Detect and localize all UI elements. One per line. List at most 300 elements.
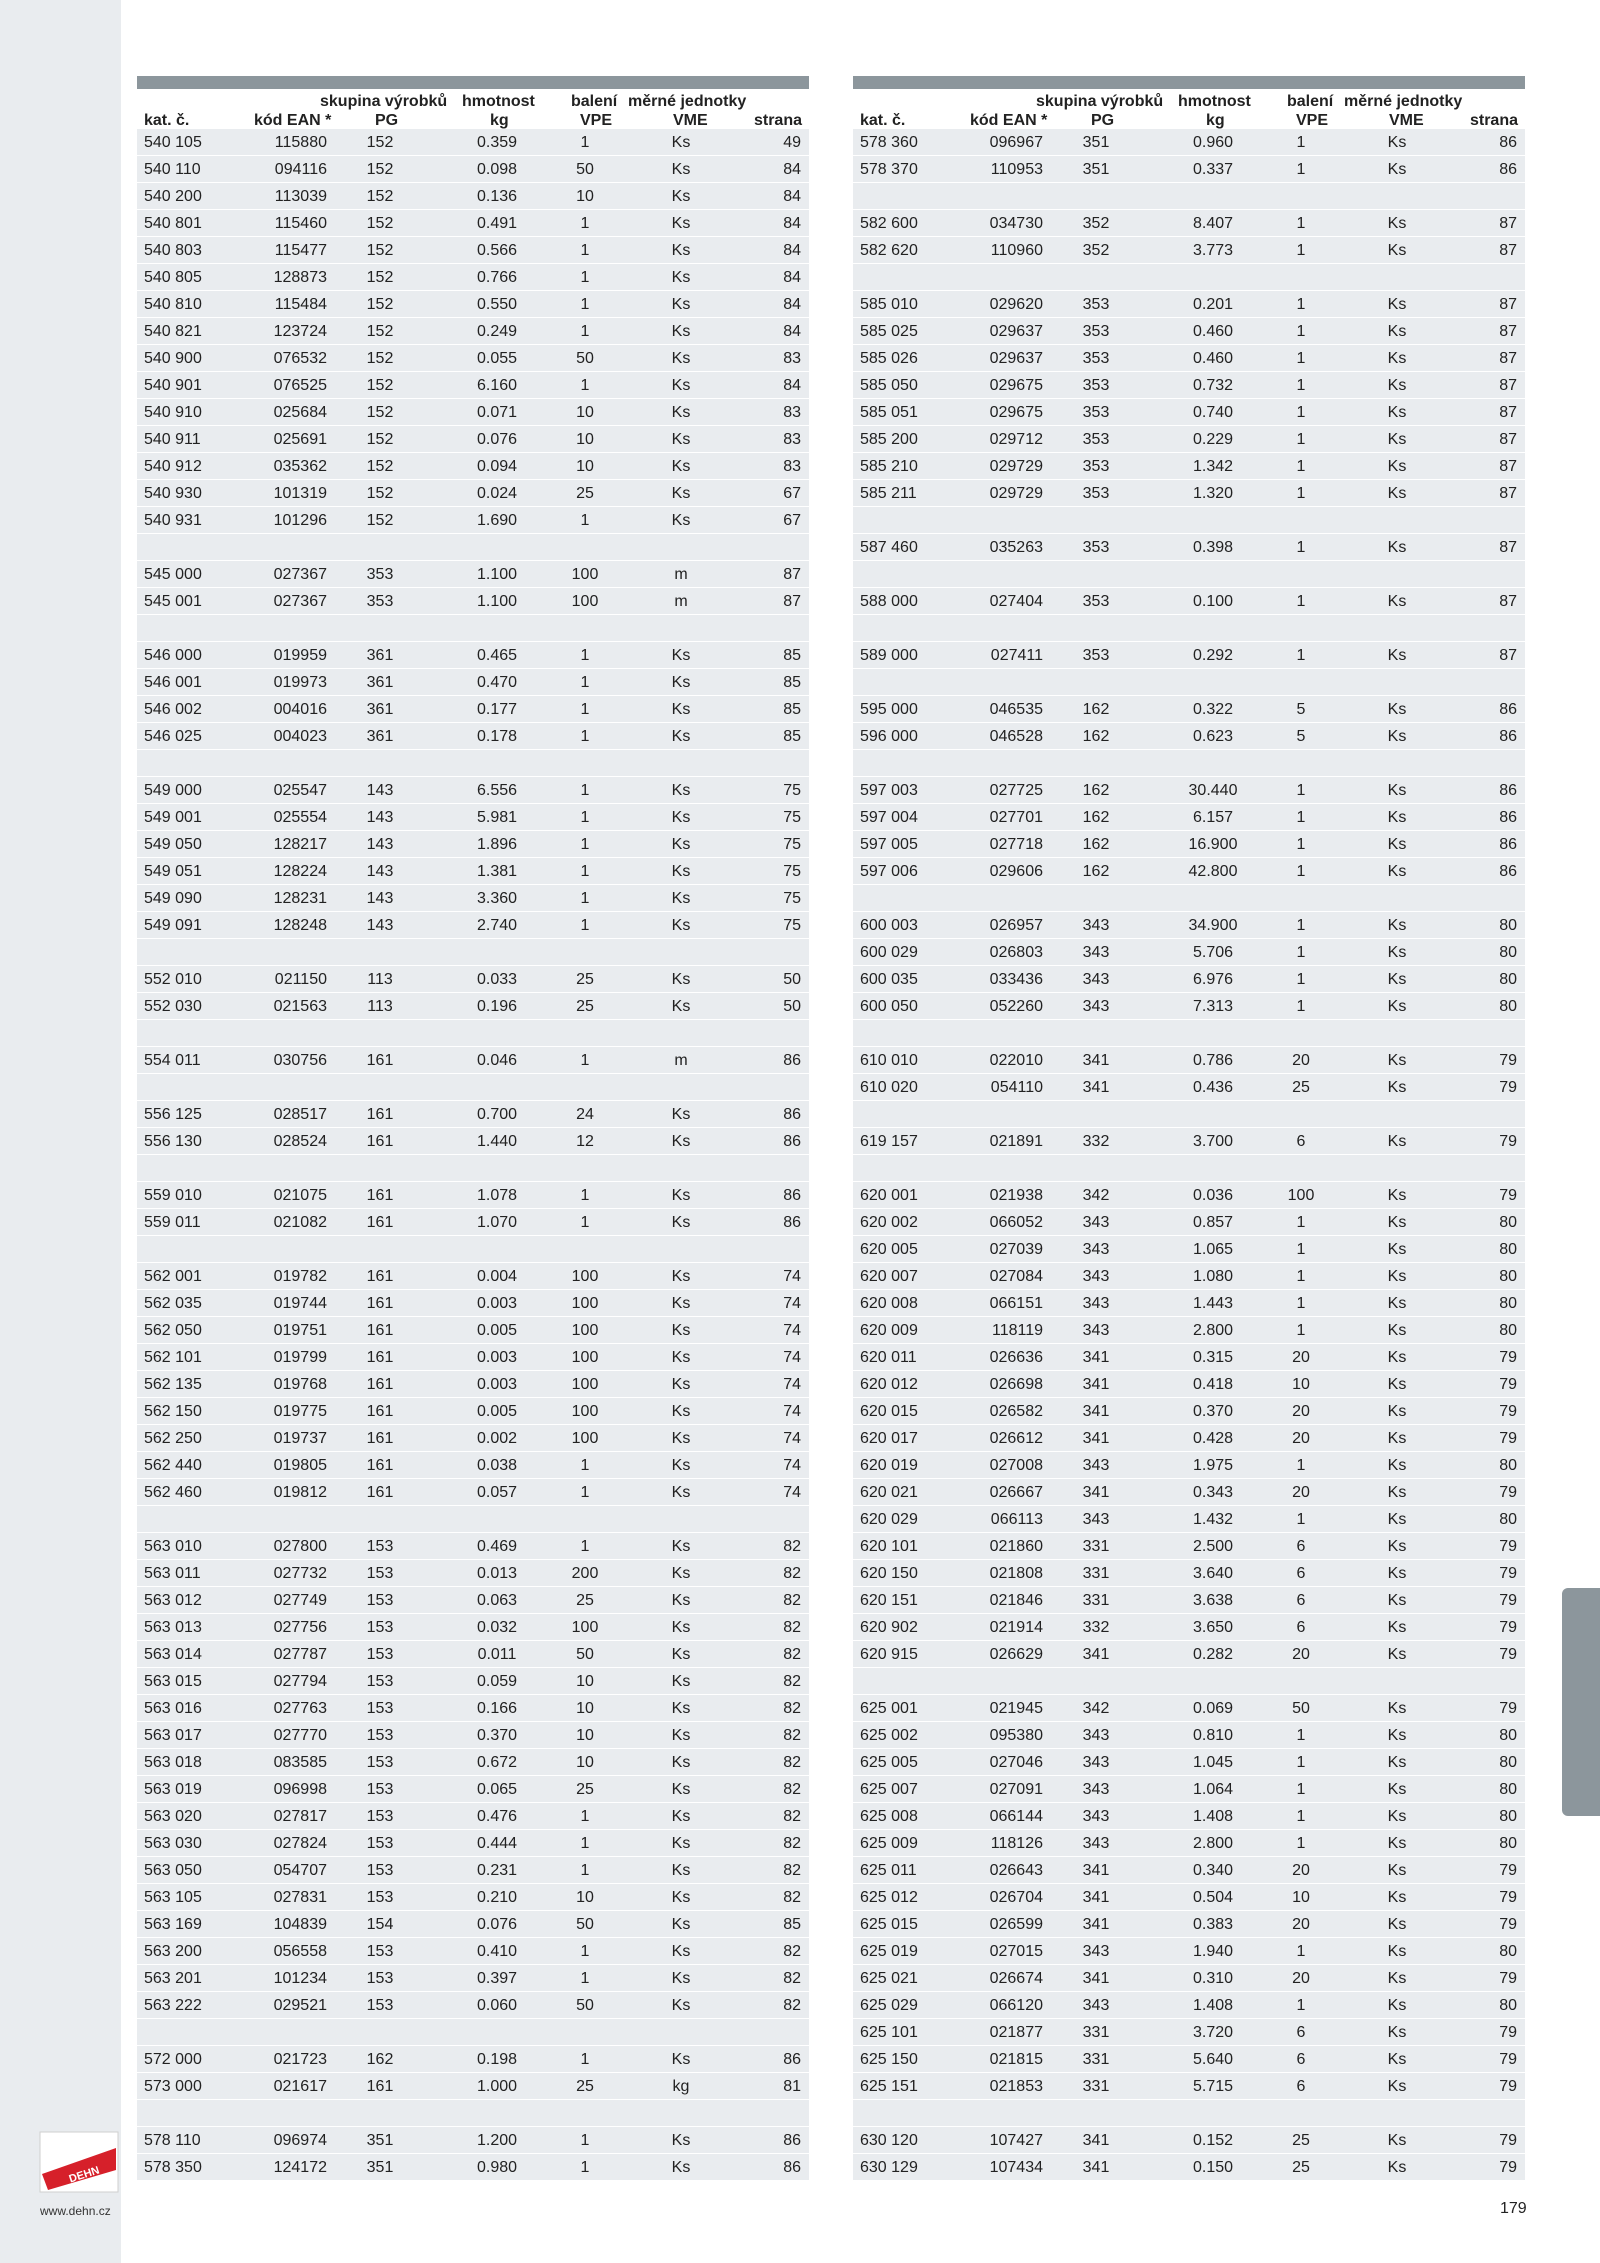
cell-vme: Ks (1387, 242, 1407, 259)
cell-kat: 540 105 (144, 134, 202, 151)
cell-pg: 153 (366, 1808, 394, 1825)
cell-vpe: 1 (580, 1484, 590, 1501)
cell-kg: 3.650 (1192, 1619, 1234, 1636)
cell-strana: 82 (783, 1646, 801, 1663)
cell-pg: 161 (366, 1106, 394, 1123)
cell-ean: 021860 (989, 1538, 1043, 1555)
cell-pg: 351 (1082, 161, 1110, 178)
cell-kg: 0.005 (476, 1403, 518, 1420)
table-row (853, 2154, 1525, 2181)
cell-strana: 82 (783, 1943, 801, 1960)
cell-vpe: 1 (580, 2132, 590, 2149)
cell-ean: 021808 (989, 1565, 1043, 1582)
table-row (137, 480, 809, 507)
table-row (853, 1776, 1525, 1803)
cell-strana: 87 (1499, 377, 1517, 394)
cell-vpe: 6 (1296, 1565, 1306, 1582)
cell-vme: Ks (1387, 1889, 1407, 1906)
cell-strana: 75 (783, 917, 801, 934)
cell-kat: 563 201 (144, 1970, 202, 1987)
cell-kat: 540 110 (144, 161, 201, 178)
table-row (137, 1209, 809, 1236)
cell-vme: Ks (1387, 1700, 1407, 1717)
cell-vpe: 1 (1296, 998, 1306, 1015)
cell-strana: 79 (1499, 1970, 1517, 1987)
table-row-spacer (853, 1020, 1525, 1047)
cell-ean: 029729 (989, 485, 1043, 502)
cell-strana: 82 (783, 1808, 801, 1825)
cell-kat: 620 101 (860, 1538, 918, 1555)
cell-vpe: 1 (1296, 242, 1306, 259)
table-row (137, 777, 809, 804)
table-row (137, 1398, 809, 1425)
cell-pg: 351 (1082, 134, 1110, 151)
table-row (137, 345, 809, 372)
cell-ean: 021891 (989, 1133, 1043, 1150)
cell-kg: 0.196 (476, 998, 518, 1015)
cell-pg: 152 (366, 512, 394, 529)
cell-pg: 162 (1082, 728, 1110, 745)
cell-pg: 343 (1082, 1781, 1110, 1798)
table-row (137, 1641, 809, 1668)
cell-kg: 0.198 (476, 2051, 518, 2068)
cell-ean: 128217 (273, 836, 327, 853)
cell-kat: 549 091 (144, 917, 202, 934)
cell-kg: 1.342 (1192, 458, 1234, 475)
cell-strana: 86 (783, 1214, 801, 1231)
cell-kg: 34.900 (1188, 917, 1238, 934)
cell-kat: 610 020 (860, 1079, 918, 1096)
cell-kg: 0.810 (1192, 1727, 1234, 1744)
cell-strana: 79 (1499, 1700, 1517, 1717)
table-row (853, 1695, 1525, 1722)
table-row (853, 1398, 1525, 1425)
cell-strana: 85 (783, 647, 801, 664)
cell-kg: 0.059 (476, 1673, 518, 1690)
cell-strana: 50 (783, 998, 801, 1015)
cell-vme: Ks (1387, 539, 1407, 556)
cell-vpe: 1 (580, 863, 590, 880)
cell-vpe: 1 (580, 2051, 590, 2068)
cell-vpe: 1 (1296, 1268, 1306, 1285)
cell-vpe: 1 (1296, 1511, 1306, 1528)
cell-strana: 82 (783, 1889, 801, 1906)
cell-vme: Ks (1387, 1484, 1407, 1501)
cell-ean: 115460 (274, 215, 327, 232)
cell-kg: 0.231 (476, 1862, 518, 1879)
cell-kg: 0.436 (1192, 1079, 1234, 1096)
table-row (853, 1857, 1525, 1884)
cell-kat: 563 222 (144, 1997, 202, 2014)
cell-kg: 0.504 (1192, 1889, 1234, 1906)
table-row (853, 1047, 1525, 1074)
table-row-spacer (137, 534, 809, 561)
table-row-spacer (853, 1668, 1525, 1695)
cell-pg: 343 (1082, 1835, 1110, 1852)
cell-vme: Ks (1387, 485, 1407, 502)
cell-kg: 7.313 (1192, 998, 1234, 1015)
cell-kat: 585 026 (860, 350, 918, 367)
table-row (853, 1344, 1525, 1371)
cell-kg: 3.773 (1192, 242, 1234, 259)
cell-strana: 75 (783, 863, 801, 880)
table-row (853, 2127, 1525, 2154)
cell-pg: 153 (366, 1538, 394, 1555)
cell-pg: 343 (1082, 998, 1110, 1015)
cell-kg: 0.340 (1192, 1862, 1234, 1879)
header-pg: PG (1091, 112, 1115, 129)
cell-vme: Ks (1387, 593, 1407, 610)
cell-ean: 025554 (273, 809, 327, 826)
cell-pg: 152 (366, 296, 394, 313)
cell-kat: 625 008 (860, 1808, 918, 1825)
cell-vpe: 50 (576, 1646, 594, 1663)
cell-strana: 74 (783, 1295, 801, 1312)
cell-strana: 75 (783, 836, 801, 853)
cell-vme: Ks (671, 863, 691, 880)
cell-pg: 353 (366, 593, 394, 610)
cell-kat: 589 000 (860, 647, 918, 664)
cell-vme: Ks (1387, 809, 1407, 826)
cell-kg: 0.152 (1192, 2132, 1234, 2149)
cell-ean: 028524 (273, 1133, 327, 1150)
cell-pg: 153 (366, 1889, 394, 1906)
cell-kat: 562 001 (144, 1268, 202, 1285)
cell-vpe: 200 (571, 1565, 599, 1582)
cell-pg: 343 (1082, 917, 1110, 934)
cell-vme: Ks (671, 323, 691, 340)
cell-vpe: 10 (576, 431, 594, 448)
cell-ean: 034730 (989, 215, 1043, 232)
cell-kat: 559 011 (144, 1214, 201, 1231)
cell-strana: 50 (783, 971, 801, 988)
cell-vme: Ks (1387, 1781, 1407, 1798)
table-row (137, 237, 809, 264)
cell-ean: 021563 (273, 998, 327, 1015)
cell-pg: 353 (1082, 647, 1110, 664)
cell-strana: 79 (1499, 1619, 1517, 1636)
cell-kat: 620 011 (860, 1349, 917, 1366)
cell-vme: Ks (671, 728, 691, 745)
cell-pg: 153 (366, 1619, 394, 1636)
cell-kg: 1.690 (476, 512, 518, 529)
cell-vme: Ks (671, 1538, 691, 1555)
cell-pg: 153 (366, 1592, 394, 1609)
cell-ean: 027787 (273, 1646, 327, 1663)
cell-vpe: 100 (571, 566, 599, 583)
cell-kg: 0.071 (476, 404, 518, 421)
cell-ean: 027084 (989, 1268, 1043, 1285)
cell-kg: 1.080 (1192, 1268, 1234, 1285)
table-row (137, 1776, 809, 1803)
cell-vme: Ks (1387, 161, 1407, 178)
table-row (853, 642, 1525, 669)
cell-ean: 029637 (989, 323, 1043, 340)
cell-kat: 625 009 (860, 1835, 918, 1852)
cell-kg: 16.900 (1188, 836, 1238, 853)
table-row (853, 1506, 1525, 1533)
cell-strana: 80 (1499, 944, 1517, 961)
cell-vme: Ks (671, 1808, 691, 1825)
table-row (137, 507, 809, 534)
cell-kg: 1.070 (476, 1214, 518, 1231)
cell-kg: 0.136 (476, 188, 518, 205)
cell-pg: 342 (1082, 1187, 1110, 1204)
cell-ean: 021877 (989, 2024, 1043, 2041)
table-row (853, 345, 1525, 372)
cell-vpe: 1 (1296, 1322, 1306, 1339)
cell-vpe: 10 (576, 458, 594, 475)
table-row (137, 1830, 809, 1857)
cell-kat: 563 019 (144, 1781, 202, 1798)
cell-kat: 625 015 (860, 1916, 918, 1933)
cell-pg: 143 (366, 836, 394, 853)
table-row (853, 966, 1525, 993)
cell-ean: 094116 (274, 161, 327, 178)
cell-kg: 0.011 (477, 1646, 517, 1663)
cell-ean: 004016 (273, 701, 327, 718)
cell-pg: 343 (1082, 1295, 1110, 1312)
cell-kat: 596 000 (860, 728, 918, 745)
cell-vme: Ks (1387, 701, 1407, 718)
website-link[interactable]: www.dehn.cz (40, 2204, 111, 2218)
table-row (853, 237, 1525, 264)
cell-vme: Ks (671, 1781, 691, 1798)
cell-ean: 021815 (989, 2051, 1043, 2068)
table-row (853, 1803, 1525, 1830)
header-vme: VME (1389, 112, 1424, 129)
cell-ean: 021914 (989, 1619, 1043, 1636)
cell-vpe: 1 (580, 890, 590, 907)
cell-ean: 029606 (989, 863, 1043, 880)
cell-vme: Ks (671, 1403, 691, 1420)
cell-vme: Ks (671, 458, 691, 475)
cell-kg: 0.491 (476, 215, 518, 232)
cell-vme: Ks (1387, 971, 1407, 988)
cell-kg: 0.005 (476, 1322, 518, 1339)
table-row (137, 561, 809, 588)
cell-vpe: 50 (576, 350, 594, 367)
cell-pg: 153 (366, 1754, 394, 1771)
cell-strana: 79 (1499, 2051, 1517, 2068)
cell-kat: 620 029 (860, 1511, 918, 1528)
cell-pg: 152 (366, 323, 394, 340)
cell-kg: 1.200 (476, 2132, 518, 2149)
cell-vpe: 1 (580, 215, 590, 232)
table-row (853, 858, 1525, 885)
table-row-spacer (137, 615, 809, 642)
cell-kat: 552 030 (144, 998, 202, 1015)
cell-kg: 0.444 (476, 1835, 518, 1852)
cell-ean: 026629 (989, 1646, 1043, 1663)
cell-ean: 021617 (273, 2078, 327, 2095)
cell-ean: 027749 (273, 1592, 327, 1609)
header-vme: VME (673, 112, 708, 129)
cell-vpe: 20 (1292, 1862, 1310, 1879)
cell-ean: 027732 (273, 1565, 327, 1582)
cell-kat: 563 169 (144, 1916, 202, 1933)
cell-ean: 123724 (273, 323, 327, 340)
cell-kg: 0.566 (476, 242, 518, 259)
cell-vpe: 1 (1296, 944, 1306, 961)
cell-pg: 161 (366, 1403, 394, 1420)
header-merne: měrné jednotky (1344, 93, 1463, 110)
table-row-spacer (137, 1236, 809, 1263)
cell-vme: Ks (1387, 1403, 1407, 1420)
cell-vpe: 20 (1292, 1430, 1310, 1447)
cell-vme: Ks (671, 998, 691, 1015)
cell-pg: 343 (1082, 944, 1110, 961)
cell-kat: 559 010 (144, 1187, 202, 1204)
cell-vpe: 1 (1296, 134, 1306, 151)
cell-strana: 86 (1499, 809, 1517, 826)
cell-kat: 625 001 (860, 1700, 918, 1717)
cell-pg: 341 (1082, 1430, 1110, 1447)
cell-vpe: 1 (580, 323, 590, 340)
table-row (853, 2019, 1525, 2046)
table-row (853, 1722, 1525, 1749)
cell-kg: 0.980 (476, 2159, 518, 2176)
cell-ean: 110960 (990, 242, 1043, 259)
cell-vpe: 1 (580, 1538, 590, 1555)
cell-ean: 101296 (273, 512, 327, 529)
cell-vpe: 1 (580, 134, 590, 151)
cell-kat: 625 012 (860, 1889, 918, 1906)
cell-vpe: 1 (580, 836, 590, 853)
cell-ean: 066113 (990, 1511, 1043, 1528)
table-row (137, 1290, 809, 1317)
cell-pg: 341 (1082, 1376, 1110, 1393)
table-row (137, 2154, 809, 2181)
table-row-spacer (137, 750, 809, 777)
cell-kat: 545 001 (144, 593, 202, 610)
cell-vpe: 1 (580, 647, 590, 664)
cell-vme: Ks (671, 161, 691, 178)
cell-ean: 054110 (990, 1079, 1043, 1096)
cell-vpe: 25 (1292, 1079, 1310, 1096)
cell-strana: 87 (1499, 242, 1517, 259)
table-body (853, 129, 1525, 2181)
cell-ean: 107427 (989, 2132, 1043, 2149)
cell-kat: 540 200 (144, 188, 202, 205)
cell-vme: Ks (671, 2051, 691, 2068)
cell-vme: Ks (1387, 647, 1407, 664)
cell-strana: 82 (783, 1754, 801, 1771)
cell-vme: Ks (1387, 1214, 1407, 1231)
table-row (853, 1209, 1525, 1236)
table-row (853, 453, 1525, 480)
cell-kat: 549 090 (144, 890, 202, 907)
cell-ean: 019805 (273, 1457, 327, 1474)
cell-pg: 332 (1082, 1133, 1110, 1150)
cell-kat: 620 005 (860, 1241, 918, 1258)
cell-strana: 87 (1499, 323, 1517, 340)
cell-vpe: 100 (571, 1376, 599, 1393)
cell-pg: 152 (366, 377, 394, 394)
cell-vpe: 100 (571, 1349, 599, 1366)
cell-ean: 104839 (273, 1916, 327, 1933)
cell-kat: 546 002 (144, 701, 202, 718)
cell-strana: 79 (1499, 1484, 1517, 1501)
cell-vpe: 10 (576, 1727, 594, 1744)
cell-strana: 80 (1499, 1511, 1517, 1528)
cell-vpe: 1 (1296, 1781, 1306, 1798)
cell-vpe: 1 (1296, 1727, 1306, 1744)
cell-strana: 79 (1499, 2159, 1517, 2176)
cell-kat: 600 029 (860, 944, 918, 961)
cell-pg: 351 (366, 2132, 394, 2149)
cell-vme: Ks (1387, 1646, 1407, 1663)
cell-kg: 42.800 (1188, 863, 1238, 880)
cell-vme: Ks (671, 1943, 691, 1960)
cell-kg: 0.476 (476, 1808, 518, 1825)
cell-strana: 82 (783, 1781, 801, 1798)
cell-kg: 0.178 (476, 728, 518, 745)
cell-kg: 0.465 (476, 647, 518, 664)
table-row (137, 264, 809, 291)
cell-kg: 0.098 (476, 161, 518, 178)
cell-vme: Ks (671, 1565, 691, 1582)
table-row (853, 1749, 1525, 1776)
cell-vme: Ks (1387, 1295, 1407, 1312)
cell-vme: Ks (1387, 1511, 1407, 1528)
table-row (137, 1317, 809, 1344)
cell-strana: 75 (783, 809, 801, 826)
cell-kg: 0.094 (476, 458, 518, 475)
cell-ean: 076532 (273, 350, 327, 367)
cell-kat: 540 912 (144, 458, 202, 475)
cell-kat: 597 004 (860, 809, 918, 826)
cell-ean: 019737 (273, 1430, 327, 1447)
table-row (853, 1236, 1525, 1263)
cell-vme: Ks (671, 1646, 691, 1663)
table-row (853, 993, 1525, 1020)
header-vpe: VPE (580, 112, 613, 129)
cell-pg: 153 (366, 1646, 394, 1663)
cell-kat: 597 003 (860, 782, 918, 799)
cell-strana: 84 (783, 242, 801, 259)
cell-kat: 549 051 (144, 863, 202, 880)
cell-kat: 625 151 (860, 2078, 918, 2095)
cell-vpe: 10 (576, 1673, 594, 1690)
cell-vme: Ks (671, 917, 691, 934)
cell-vpe: 1 (580, 512, 590, 529)
table-row-spacer (137, 2100, 809, 2127)
cell-ean: 027725 (989, 782, 1043, 799)
cell-kg: 0.100 (1192, 593, 1234, 610)
table-row (853, 1290, 1525, 1317)
table-body (137, 129, 809, 2181)
cell-pg: 152 (366, 134, 394, 151)
cell-vme: Ks (1387, 1754, 1407, 1771)
cell-kat: 597 006 (860, 863, 918, 880)
cell-kat: 562 460 (144, 1484, 202, 1501)
cell-vme: Ks (1387, 1538, 1407, 1555)
cell-vpe: 1 (580, 917, 590, 934)
cell-vme: Ks (1387, 1565, 1407, 1582)
left-table (137, 76, 809, 2181)
cell-strana: 74 (783, 1376, 801, 1393)
cell-kat: 625 007 (860, 1781, 918, 1798)
cell-vpe: 10 (576, 1889, 594, 1906)
table-row-spacer (853, 183, 1525, 210)
cell-ean: 027046 (989, 1754, 1043, 1771)
cell-strana: 82 (783, 1592, 801, 1609)
cell-ean: 029637 (989, 350, 1043, 367)
cell-pg: 341 (1082, 1349, 1110, 1366)
cell-kg: 1.065 (1192, 1241, 1234, 1258)
cell-vme: Ks (1387, 1862, 1407, 1879)
